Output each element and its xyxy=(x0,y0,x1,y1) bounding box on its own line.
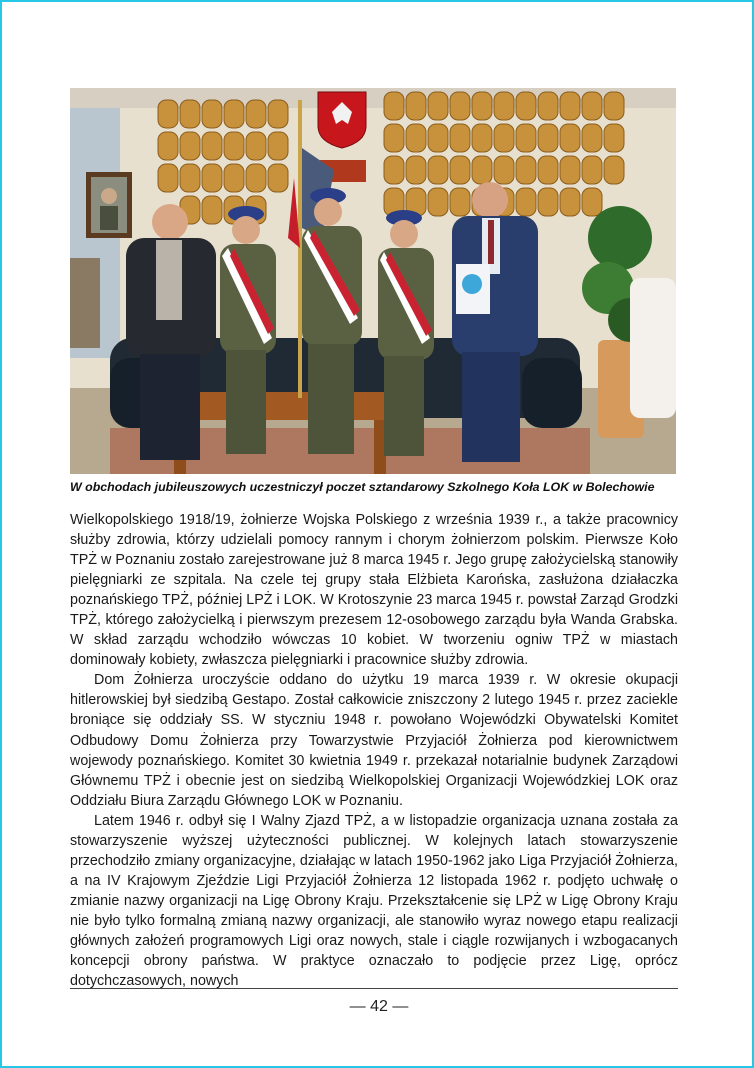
paragraph: Latem 1946 r. odbył się I Walny Zjazd TPŻ, a w listopadzie organizacja uznana została za stowarzyszenie wyższej użyteczności publicznej. W kolejnych latach stowarzyszenie przechodziło zmiany organizacyjne, działając w latach 1950-1962 jako Liga Przyjaciół Żołnierza, a na IV Krajowym Zjeździe Ligi Przyjaciół Żołnierza 12 listopada 1962 r. podjęto uchwałę o zmianie nazwy organizacji na Ligę Obrony Kraju. Przekształcenie się LPŻ w Ligę Obrony Kraju nie było tylko formalną zmianą nazwy organizacji, ale stanowiło wyraz nowego etapu realizacji głównych założeń programowych Ligi oraz nowych, stale i ciągle rozwijanych i wzbogacanych koncepcji obrony państwa. W praktyce oznaczało to podjęcie przez Ligę, oprócz dotychczasowych, nowych xyxy=(70,812,678,990)
photograph xyxy=(70,88,676,474)
page-number: — 42 — xyxy=(349,998,409,1015)
footer-divider xyxy=(70,988,678,989)
article-body xyxy=(70,510,678,991)
paragraph: Wielkopolskiego 1918/19, żołnierze Wojska Polskiego z września 1939 r., a także pracownicy służby zdrowia, którzy udzielali pomocy rannym i chorym żołnierzom polskim. Pierwsze Koło TPŻ w Poznaniu zostało zarejestrowane już 8 marca 1945 r. Jego grupę założycielską stanowiły pielęgniarki ze szpitala. Na czele tej grupy stała Elżbieta Karońska, zasłużona działaczka poznańskiego TPŻ, później LPŻ i LOK. W Krotoszynie 23 marca 1945 r. powstał Zarząd Grodzki TPŻ, którego założycielką i pierwszym prezesem 12-osobowego zarządu była Wanda Grabska. W skład zarządu wchodziło wówczas 10 kobiet. W tworzeniu ogniw TPŻ w miastach dominowały kobiety, zwłaszcza pielęgniarki i pracownice służby zdrowia. xyxy=(70,512,678,669)
photo-caption: W obchodach jubileuszowych uczestniczył poczet sztandarowy Szkolnego Koła LOK w Bolechowie xyxy=(70,480,655,494)
paragraph: Dom Żołnierza uroczyście oddano do użytku 19 marca 1939 r. W okresie okupacji hitlerowskiej był siedzibą Gestapo. Został całkowicie zniszczony 2 lutego 1945 r. przez zaciekle broniące się oddziały SS. W styczniu 1948 r. powołano Wojewódzki Obywatelski Komitet Odbudowy Domu Żołnierza przy Towarzystwie Przyjaciół Żołnierza pod kierownictwem wojewody poznańskiego. Komitet 30 kwietnia 1949 r. przekazał notarialnie budynek Zarządowi Głównemu TPŻ i obecnie jest on siedzibą Wielkopolskiej Organizacji Wojewódzkiej LOK oraz Oddziału Biura Zarządu Głównego LOK w Poznaniu. xyxy=(70,672,678,809)
photo-illustration xyxy=(70,88,676,474)
